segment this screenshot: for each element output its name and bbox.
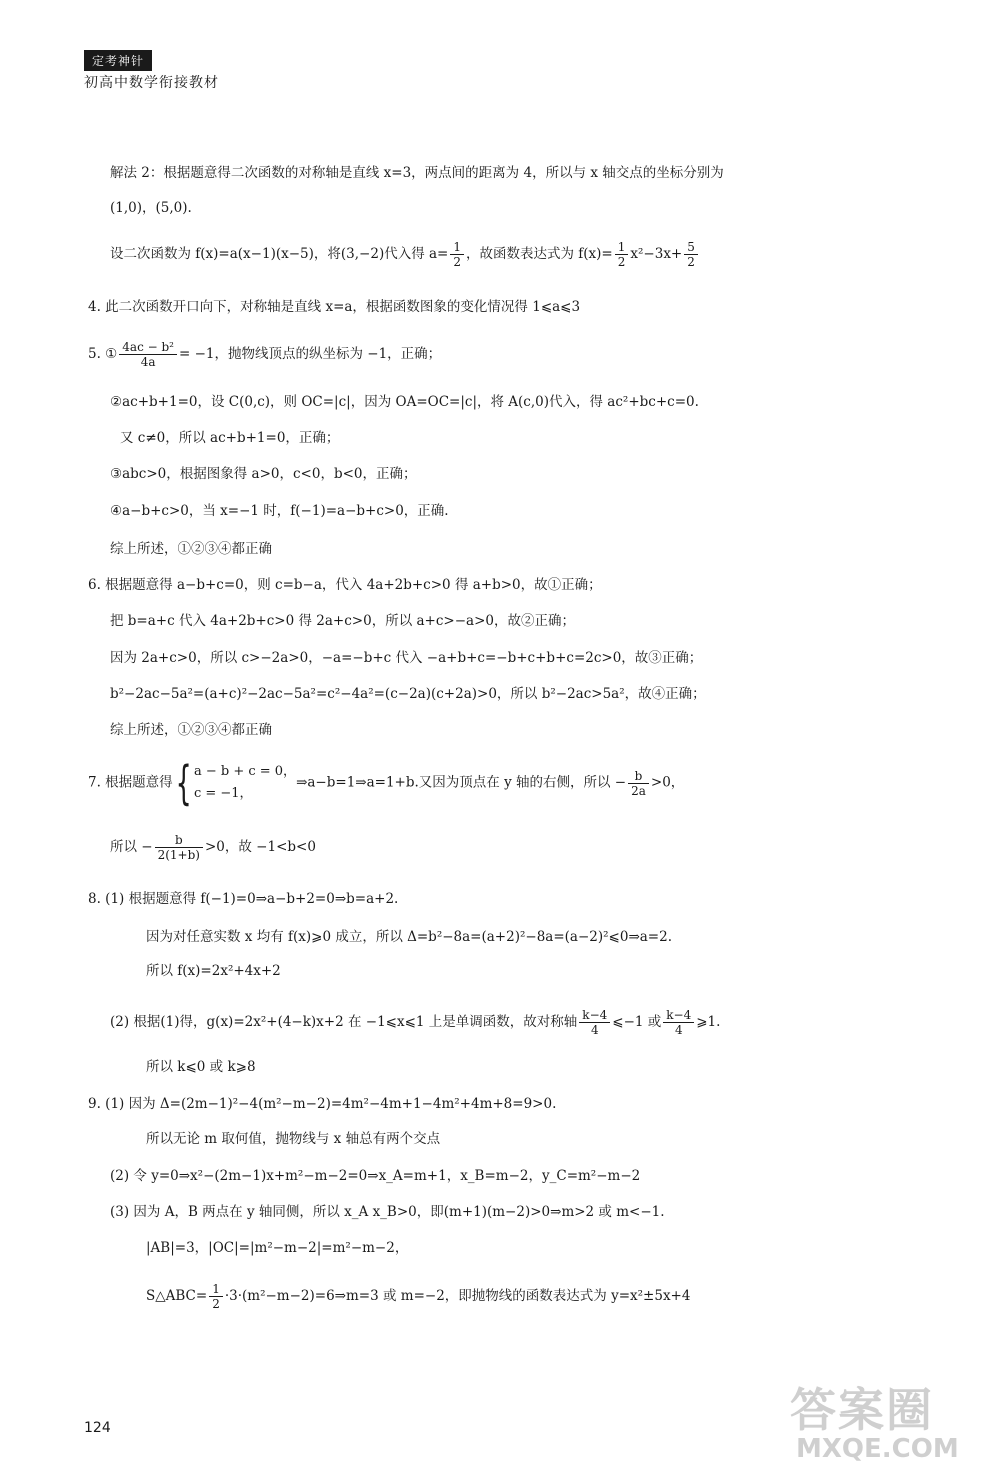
denominator: 4 xyxy=(590,1023,599,1037)
problem-6-line-5: 综上所述，①②③④都正确 xyxy=(110,722,272,738)
problem-8-line-1: 8. (1) 根据题意得 f(−1)=0⇒a−b+2=0⇒b=a+2. xyxy=(88,891,399,907)
problem-9-line-3: (2) 令 y=0⇒x²−(2m−1)x+m²−m−2=0⇒x_A=m+1，x_B=m−2，y_C=m²−m−2 xyxy=(110,1168,641,1184)
p7-q-prefix: 所以 − xyxy=(110,839,153,855)
p9-fraction xyxy=(209,1282,223,1311)
s3-line-a: 解法 2：根据题意得二次函数的对称轴是直线 x=3，两点间的距离为 4，所以与 x 轴交点的坐标分别为 xyxy=(110,165,724,181)
problem-5-line-4: ③abc>0，根据图象得 a>0，c<0，b<0，正确； xyxy=(110,466,417,482)
numerator: 5 xyxy=(684,240,698,255)
p8-text-a: (2) 根据(1)得，g(x)=2x²+(4−k)x+2 在 −1⩽x⩽1 上是单调函数，故对称轴 xyxy=(110,1014,578,1030)
denominator: 2 xyxy=(617,255,626,269)
denominator: 4a xyxy=(140,355,156,369)
p7-prefix: 7. 根据题意得 xyxy=(88,774,173,791)
numerator: 4ac − b² xyxy=(119,340,177,355)
problem-4: 4. 此二次函数开口向下，对称轴是直线 x=a，根据函数图象的变化情况得 1⩽a⩽3 xyxy=(88,299,581,315)
p7-q-fraction xyxy=(155,833,203,862)
problem-6-line-1: 6. 根据题意得 a−b+c=0，则 c=b−a，代入 4a+2b+c>0 得 a+b>0，故①正确； xyxy=(88,577,602,593)
watermark-logo: 答案圈 xyxy=(790,1383,934,1437)
problem-6-line-3: 因为 2a+c>0，所以 c>−2a>0，−a=−b+c 代入 −a+b+c=−b+c+b+c=2c>0，故③正确； xyxy=(110,650,703,666)
problem-5-line-2: ②ac+b+1=0，设 C(0,c)，则 OC=|c|，因为 OA=OC=|c|，将 A(c,0)代入，得 ac²+bc+c=0. xyxy=(110,394,699,410)
numerator: 1 xyxy=(450,240,464,255)
problem-8-line-5: 所以 k⩽0 或 k⩾8 xyxy=(146,1059,256,1075)
p7-q-text: >0，故 −1<b<0 xyxy=(204,839,316,855)
s3-line-b: (1,0)，(5,0). xyxy=(110,200,192,216)
numerator: 1 xyxy=(209,1282,223,1297)
p8-fraction-1 xyxy=(579,1008,610,1037)
problem-7-line-1 xyxy=(88,756,685,810)
s3-fraction-3 xyxy=(684,240,698,269)
problem-8-line-4 xyxy=(110,1008,720,1037)
p9-text-b: ·3·(m²−m−2)=6⇒m=3 或 m=−2，即抛物线的函数表达式为 y=x²±5x+4 xyxy=(224,1288,691,1304)
p8-fraction-2 xyxy=(663,1008,694,1037)
s3-text-1: 设二次函数为 f(x)=a(x−1)(x−5)，将(3,−2)代入得 a= xyxy=(110,246,449,262)
p8-text-e: ⩾1. xyxy=(696,1014,721,1030)
p5-fraction xyxy=(119,340,177,369)
s3-text-2: ，故函数表达式为 f(x)= xyxy=(466,246,613,262)
s3-fraction-1 xyxy=(450,240,464,269)
left-brace: { xyxy=(175,756,192,810)
numerator: b xyxy=(155,833,203,848)
problem-5-line-5: ④a−b+c>0，当 x=−1 时，f(−1)=a−b+c>0，正确. xyxy=(110,503,449,519)
p7-text: ⇒a−b=1⇒a=1+b.又因为顶点在 y 轴的右侧，所以 − xyxy=(296,774,627,791)
problem-9-line-5: |AB|=3，|OC|=|m²−m−2|=m²−m−2， xyxy=(146,1240,409,1256)
problem-8-line-3: 所以 f(x)=2x²+4x+2 xyxy=(146,963,281,979)
problem-5-line-6: 综上所述，①②③④都正确 xyxy=(110,541,272,557)
series-badge: 定考神针 xyxy=(84,50,152,71)
s3-text-3: x²−3x+ xyxy=(630,246,683,262)
denominator: 2 xyxy=(453,255,461,269)
denominator: 2a xyxy=(631,783,646,798)
watermark-url: MXQE.COM xyxy=(796,1434,959,1464)
book-title: 初高中数学衔接教材 xyxy=(84,75,219,91)
problem-8-line-2: 因为对任意实数 x 均有 f(x)⩾0 成立，所以 Δ=b²−8a=(a+2)²−8a=(a−2)²⩽0⇒a=2. xyxy=(146,929,672,945)
denominator: 2 xyxy=(212,1297,220,1311)
numerator: b xyxy=(628,769,649,784)
p8-text-m: ⩽−1 或 xyxy=(612,1014,662,1030)
problem-9-line-4: (3) 因为 A，B 两点在 y 轴同侧，所以 x_A x_B>0，即(m+1)(m−2)>0⇒m>2 或 m<−1. xyxy=(110,1204,665,1220)
numerator: k−4 xyxy=(579,1008,610,1023)
problem-5-line-1 xyxy=(88,340,441,369)
problem-6-line-4: b²−2ac−5a²=(a+c)²−2ac−5a²=c²−4a²=(c−2a)(c+2a)>0，所以 b²−2ac>5a²，故④正确； xyxy=(110,686,706,702)
problem-9-line-1: 9. (1) 因为 Δ=(2m−1)²−4(m²−m−2)=4m²−4m+1−4m²+4m+8=9>0. xyxy=(88,1096,557,1112)
page-number: 124 xyxy=(84,1420,111,1436)
p5-text: = −1，抛物线顶点的纵坐标为 −1，正确； xyxy=(178,346,442,362)
s3-fraction-2 xyxy=(615,240,629,269)
problem-7-line-2 xyxy=(110,833,316,862)
watermark xyxy=(790,1385,959,1463)
numerator: k−4 xyxy=(663,1008,694,1023)
problem-9-line-6 xyxy=(146,1282,690,1311)
s3-line-c xyxy=(110,240,700,269)
p7-equation-system xyxy=(173,756,297,810)
denominator: 2 xyxy=(687,255,695,269)
p7-fraction xyxy=(628,769,649,798)
denominator: 4 xyxy=(674,1023,683,1037)
p7-eq-1: a − b + c = 0， xyxy=(193,764,297,779)
p7-text-2: >0， xyxy=(650,774,685,791)
problem-5-line-3: 又 c≠0，所以 ac+b+1=0，正确； xyxy=(120,430,340,446)
problem-9-line-2: 所以无论 m 取何值，抛物线与 x 轴总有两个交点 xyxy=(146,1131,441,1147)
p9-text-a: S△ABC= xyxy=(146,1288,208,1304)
problem-6-line-2: 把 b=a+c 代入 4a+2b+c>0 得 2a+c>0，所以 a+c>−a>0，故②正确； xyxy=(110,613,575,629)
p5-prefix: 5. ① xyxy=(88,346,118,362)
p7-eq-2: c = −1， xyxy=(193,786,253,801)
numerator: 1 xyxy=(615,240,629,255)
denominator: 2(1+b) xyxy=(157,848,200,862)
